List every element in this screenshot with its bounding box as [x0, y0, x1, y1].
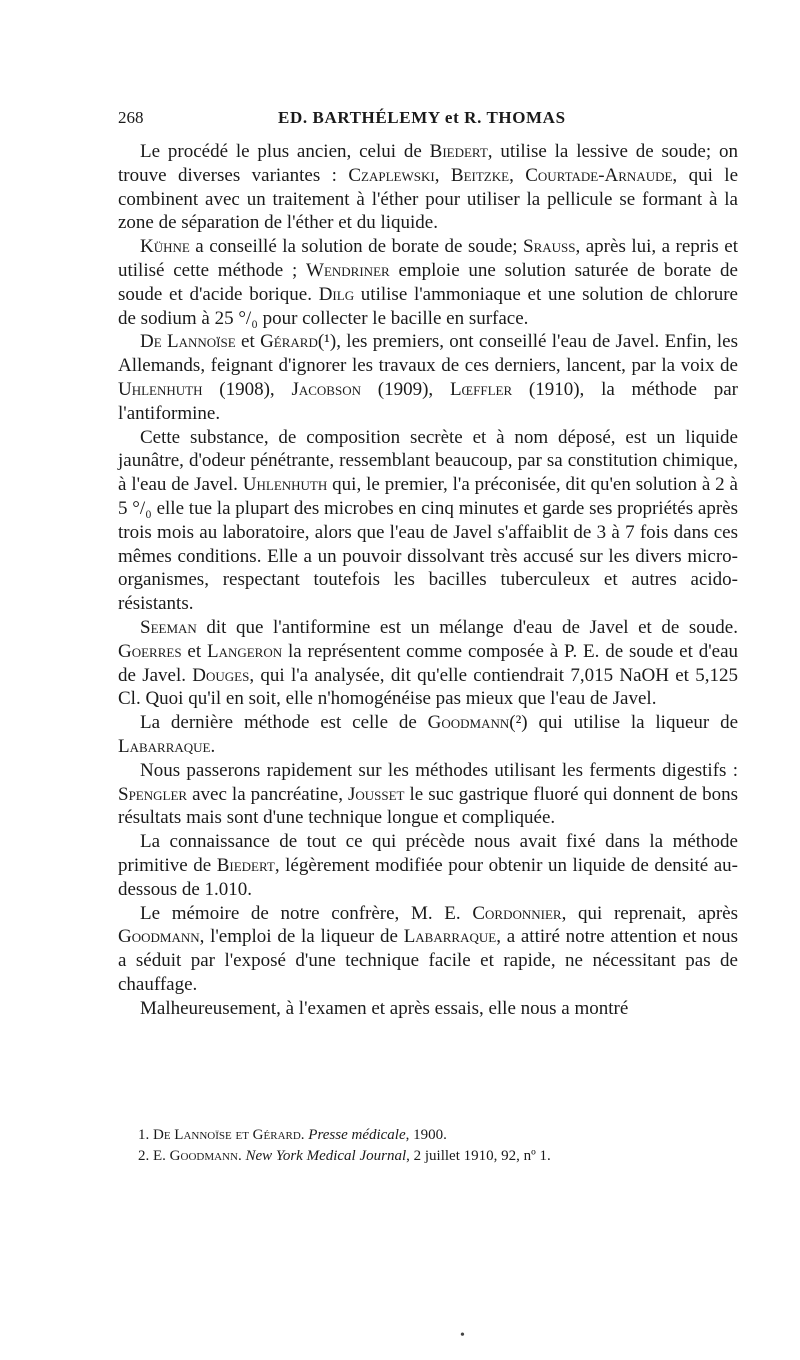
author-name: Goodmann	[427, 712, 510, 734]
paragraph-cordonnier	[118, 902, 738, 997]
text-run: Malheureusement, à l'examen et après essais, elle nous a montré	[140, 997, 629, 1019]
author-name: Goerres	[118, 640, 182, 662]
text-run: qui, le premier, l'a préconisée, dit qu'en solution à 2 à 5 °/₀ elle tue la plupart des microbes en cinq minutes et garde ses propriétés après trois mois au laboratoire, alors que l'eau de Javel s'affaiblit de 3 à 7 fois dans ces mêmes conditions. Elle a un pouvoir dissolvant très accusé sur les divers micro-organismes, respectant toutefois les bacilles tuberculeux et autres acido-résistants.	[118, 474, 738, 615]
text-run: avec la pancréatine,	[187, 783, 348, 805]
footnotes	[138, 1125, 738, 1167]
footnote-details: , 2 juillet 1910, 92, nº 1.	[406, 1148, 551, 1164]
text-run: utilise l'ammoniaque et une solution de chlorure de sodium à 25 °/₀ pour collecter le bacille en surface.	[118, 283, 738, 329]
footnote-source: Presse médicale	[308, 1127, 406, 1143]
paragraph-antiformine-composition	[118, 616, 738, 711]
author-name: Dilg	[318, 283, 355, 305]
text-run: (1908),	[202, 378, 292, 400]
author-name: Lœffler	[449, 378, 513, 400]
author-name: Czaplewski	[348, 164, 435, 186]
paragraph-goodmann-method	[118, 711, 738, 759]
text-run: et	[235, 331, 261, 353]
footnote-2	[138, 1146, 738, 1167]
text-run: , qui reprenait, après	[561, 902, 738, 924]
author-name: Beitzke	[450, 164, 510, 186]
author-name: Labarraque	[403, 926, 497, 948]
footnote-number: 1.	[138, 1127, 150, 1143]
author-name: Biedert	[216, 854, 275, 876]
paragraph-biedert-choice	[118, 830, 738, 901]
text-run: .	[210, 735, 216, 757]
text-run: La dernière méthode est celle de	[140, 712, 428, 734]
footnote-number: 2.	[138, 1148, 150, 1164]
paragraph-biedert-method	[118, 140, 738, 235]
page-number: 268	[118, 108, 144, 127]
body-text	[118, 140, 738, 1020]
text-run: le suc gastrique fluoré qui donnent de bons résultats mais sont d'une technique longue et compliquée.	[118, 783, 738, 829]
text-run: , qui l'a analysée, dit qu'elle contiendrait 7,015 NaOH et 5,125 Cl. Quoi qu'il en soit, elle n'homogénéise pas mieux que l'eau de Javel.	[118, 664, 738, 710]
author-name: Jousset	[347, 783, 405, 805]
text-run: ,	[434, 164, 451, 186]
text-run: (1910), la méthode par l'antiformine.	[118, 378, 739, 424]
paragraph-malheureusement	[118, 997, 738, 1021]
text-run: Nous passerons rapidement sur les méthodes utilisant les ferments digestifs :	[140, 759, 738, 781]
text-run: ,	[509, 164, 526, 186]
running-head: ED. BARTHÉLEMY et R. THOMAS	[278, 108, 566, 127]
text-run: , utilise la lessive de soude; on trouve diverses variantes :	[118, 141, 738, 186]
author-name: Spengler	[118, 783, 188, 805]
text-run: , légèrement modifiée pour obtenir un liquide de densité au-dessous de 1.010.	[118, 854, 738, 900]
paragraph-javel-method	[118, 330, 738, 425]
author-name: De Lannoïse	[140, 331, 236, 353]
page-header	[118, 108, 738, 138]
stray-print-mark: •	[460, 1328, 465, 1343]
footnote-1	[138, 1125, 738, 1146]
author-name: Uhlenhuth	[118, 378, 203, 400]
text-run: , a attiré notre attention et nous a séduit par l'exposé d'une technique facile et rapide, ne nécessitant pas de chauffage.	[118, 926, 738, 995]
text-run: Le mémoire de notre confrère, M. E.	[140, 902, 473, 924]
text-run: La connaissance de tout ce qui précède nous avait fixé dans la méthode primitive de	[118, 831, 738, 876]
author-name: Jacobson	[291, 378, 361, 400]
footnote-reference[interactable]: (¹)	[317, 331, 337, 353]
author-name: Seeman	[140, 616, 197, 638]
footnote-author: De Lannoïse et Gérard	[153, 1127, 301, 1143]
text-run: qui utilise la liqueur de	[527, 712, 738, 734]
author-name: Labarraque	[118, 735, 211, 757]
text-run: dit que l'antiformine est un mélange d'eau de Javel et de soude.	[196, 616, 738, 638]
author-name: Biedert	[429, 141, 488, 162]
text-run: , qui le combinent avec un traitement à l'éther pour utiliser la pellicule se formant à la zone de séparation de l'éther et du liquide.	[118, 164, 739, 234]
text-run: la représentent comme composée à P. E. de soude et d'eau de Javel.	[118, 640, 738, 686]
author-name: Goodmann	[118, 926, 200, 948]
author-name: Gérard	[260, 331, 318, 353]
author-name: Douges	[192, 664, 250, 686]
author-name: Uhlenhuth	[242, 474, 328, 496]
author-name: Wendriner	[306, 259, 390, 281]
text-run: et	[181, 640, 207, 662]
text-run: a conseillé la solution de borate de soude;	[189, 236, 524, 258]
paragraph-borate-method	[118, 235, 738, 330]
paragraph-antiformine	[118, 426, 738, 616]
author-name: Langeron	[206, 640, 283, 662]
text-run: , après lui, a repris et utilisé cette méthode ;	[118, 236, 738, 281]
author-name: Srauss	[523, 236, 576, 258]
text-run: (1909),	[360, 378, 450, 400]
footnote-source: New York Medical Journal	[245, 1148, 407, 1164]
author-name: Kühne	[140, 236, 190, 258]
text-run: , les premiers, ont conseillé l'eau de Javel. Enfin, les Allemands, feignant d'ignorer les travaux de ces derniers, lancent, par la voix de	[118, 331, 738, 377]
paragraph-ferments	[118, 759, 738, 830]
text-run: Le procédé le plus ancien, celui de	[140, 141, 430, 162]
footnote-details: , 1900.	[405, 1127, 447, 1143]
text-run: , l'emploi de la liqueur de	[199, 926, 404, 948]
footnote-separator: .	[300, 1127, 309, 1143]
author-name: Cordonnier	[472, 902, 562, 924]
author-name: Courtade-Arnaude	[525, 164, 673, 186]
text-run: Cette substance, de composition secrète et à nom déposé, est un liquide jaunâtre, d'odeur pénétrante, ressemblant beaucoup, par sa constitution chimique, à l'eau de Javel.	[118, 426, 738, 496]
text-run: emploie une solution saturée de borate de soude et d'acide borique.	[118, 259, 738, 305]
footnote-reference[interactable]: (²)	[509, 712, 528, 734]
footnote-author: E. Goodmann	[153, 1148, 238, 1164]
footnote-separator: .	[237, 1148, 246, 1164]
